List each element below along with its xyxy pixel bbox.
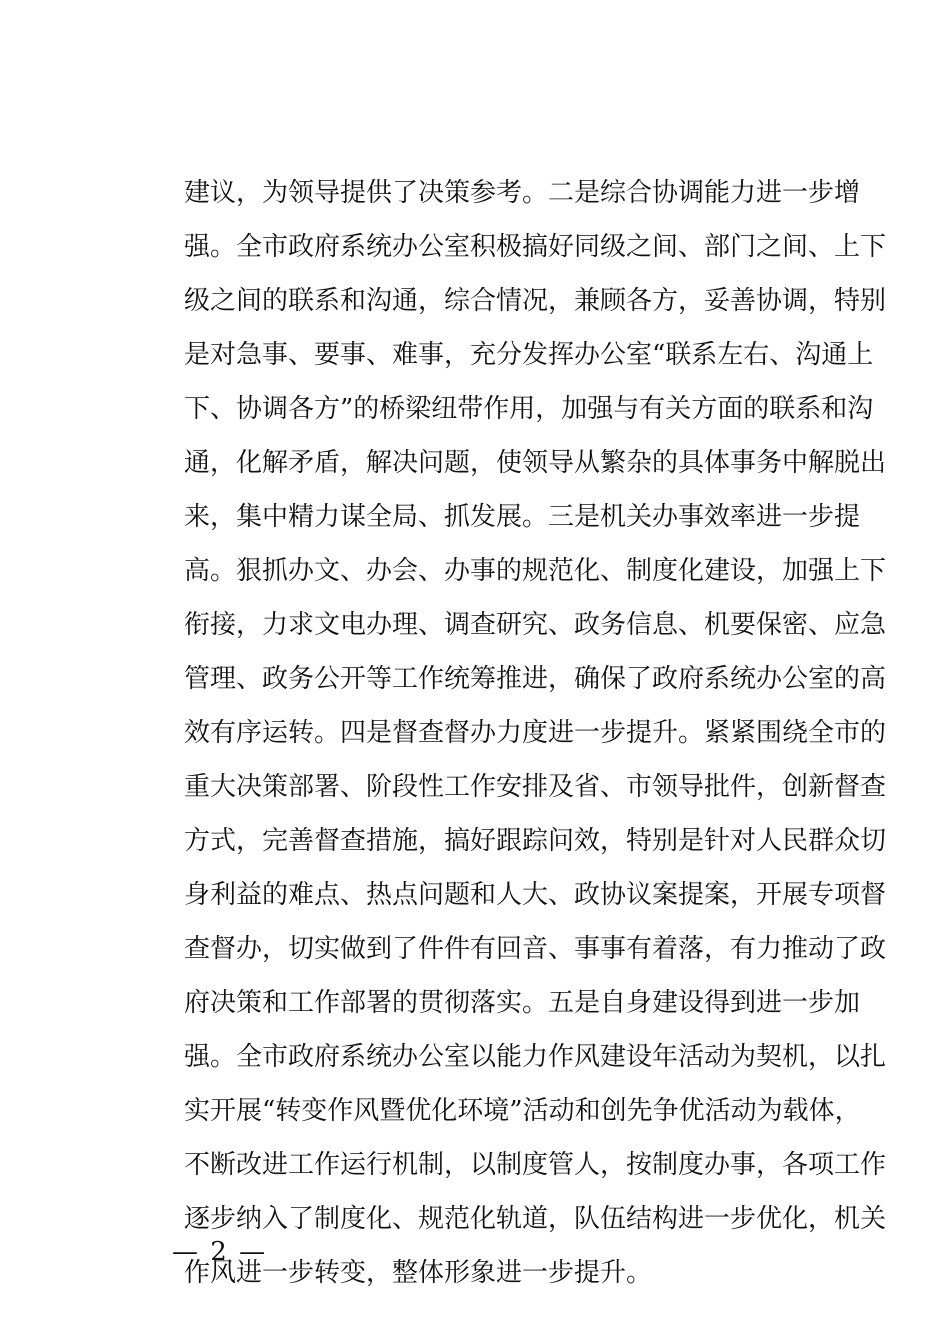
text-line: 府决策和工作部署的贯彻落实。五是自身建设得到进一步加	[184, 988, 861, 1018]
text-line: 强。全市政府系统办公室积极搞好同级之间、部门之间、上下	[184, 232, 887, 262]
text-line: 重大决策部署、阶段性工作安排及省、市领导批件，创新督查	[184, 772, 887, 802]
page-number: — 2 —	[172, 1237, 268, 1267]
text-line: 建议，为领导提供了决策参考。二是综合协调能力进一步增	[184, 178, 861, 208]
text-line: 不断改进工作运行机制，以制度管人，按制度办事，各项工作	[184, 1150, 887, 1180]
text-line: 方式，完善督查措施，搞好跟踪问效，特别是针对人民群众切	[184, 826, 887, 856]
text-line: 作风进一步转变，整体形象进一步提升。	[184, 1258, 653, 1288]
text-line: 级之间的联系和沟通，综合情况，兼顾各方，妥善协调，特别	[184, 286, 887, 316]
text-line: 是对急事、要事、难事，充分发挥办公室“联系左右、沟通上	[184, 340, 874, 370]
text-line: 效有序运转。四是督查督办力度进一步提升。紧紧围绕全市的	[184, 718, 887, 748]
text-line: 逐步纳入了制度化、规范化轨道，队伍结构进一步优化，机关	[184, 1204, 887, 1234]
text-line: 查督办，切实做到了件件有回音、事事有着落，有力推动了政	[184, 934, 887, 964]
text-line: 管理、政务公开等工作统筹推进，确保了政府系统办公室的高	[184, 664, 887, 694]
text-line: 来，集中精力谋全局、抓发展。三是机关办事效率进一步提	[184, 502, 861, 532]
body-paragraph	[184, 166, 887, 1300]
text-line: 实开展“转变作风暨优化环境”活动和创先争优活动为载体，	[184, 1096, 861, 1126]
text-line: 衔接，力求文电办理、调查研究、政务信息、机要保密、应急	[184, 610, 887, 640]
text-line: 强。全市政府系统办公室以能力作风建设年活动为契机，以扎	[184, 1042, 887, 1072]
text-line: 通，化解矛盾，解决问题，使领导从繁杂的具体事务中解脱出	[184, 448, 887, 478]
text-line: 下、协调各方”的桥梁纽带作用，加强与有关方面的联系和沟	[184, 394, 874, 424]
text-line: 身利益的难点、热点问题和人大、政协议案提案，开展专项督	[184, 880, 887, 910]
text-line: 高。狠抓办文、办会、办事的规范化、制度化建设，加强上下	[184, 556, 887, 586]
